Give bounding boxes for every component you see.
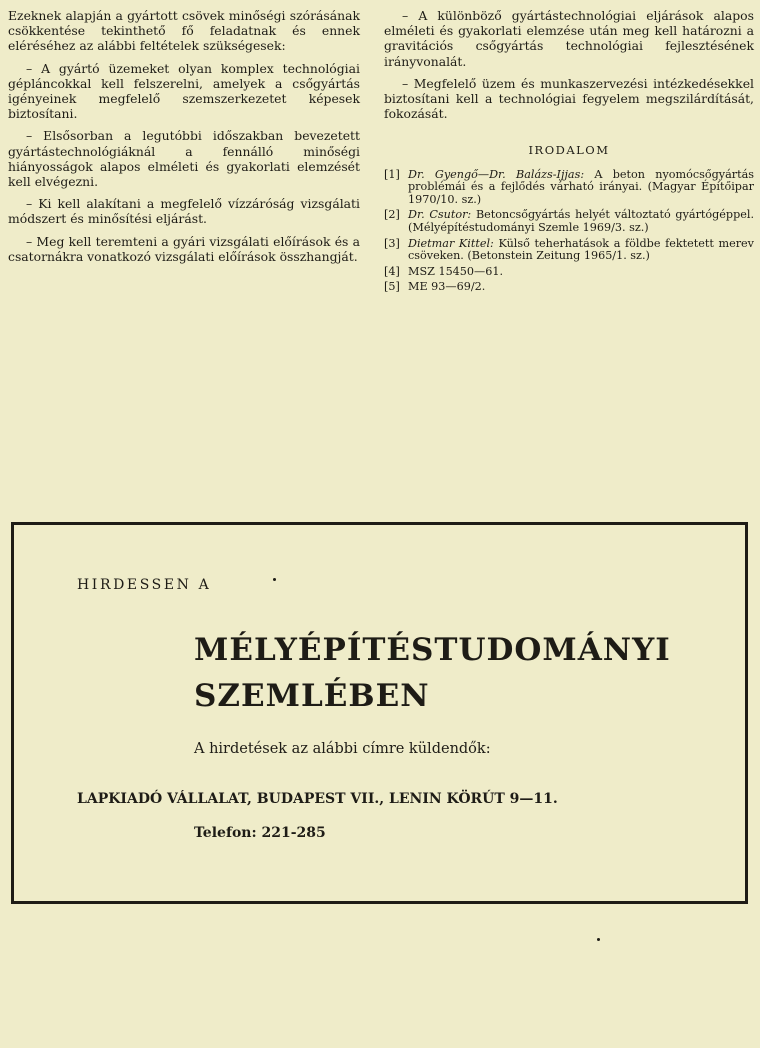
ad-title <box>194 627 671 719</box>
paragraph-item: – Ki kell alakítani a megfelelő vízzáróság vizsgálati módszert és minősítési eljárást. <box>8 196 360 227</box>
reference-item <box>384 266 754 279</box>
reference-author: Dr. Gyengő—Dr. Balázs-Ijjas: <box>408 167 585 181</box>
print-speck <box>597 938 600 941</box>
ad-title-line: SZEMLÉBEN <box>194 678 430 714</box>
paragraph-item: – A gyártó üzemeket olyan komplex technológiai gépláncokkal kell felszerelni, amelyek a csőgyártás igényeinek megfelelő szemszerkezetet képesek biztosítani. <box>8 60 360 122</box>
reference-text: Betoncsőgyártás helyét változtató gyártógéppel. (Mélyépítéstudományi Szemle 1969/3. sz.) <box>408 208 755 234</box>
reference-item <box>384 238 754 263</box>
ad-title-line: MÉLYÉPÍTÉSTUDOMÁNYI <box>194 632 671 668</box>
reference-number: [4] <box>384 264 400 278</box>
paragraph-item: – Meg kell teremteni a gyári vizsgálati előírások és a csatornákra vonatkozó vizsgálati előírások összhangját. <box>8 233 360 264</box>
paragraph-intro: Ezeknek alapján a gyártott csövek minőségi szórásának csökkentése tekinthető fő feladatnak és ennek eléréséhez az alábbi feltételek szükségesek: <box>8 8 360 54</box>
print-speck <box>273 578 276 581</box>
reference-item <box>384 169 754 207</box>
references-list <box>384 169 754 294</box>
right-column <box>384 8 754 297</box>
ad-address: LAPKIADÓ VÁLLALAT, BUDAPEST VII., LENIN KÖRÚT 9—11. <box>77 791 558 807</box>
reference-text: MSZ 15450—61. <box>408 264 504 278</box>
ad-phone: Telefon: 221-285 <box>194 825 326 841</box>
reference-number: [3] <box>384 236 400 250</box>
ad-info: A hirdetések az alábbi címre küldendők: <box>194 741 491 757</box>
paragraph-item: – Elsősorban a legutóbbi időszakban bevezetett gyártástechnológiáknál a fennálló minőségi hiányosságok alapos elméleti és gyakorlati elemzését kell elvégezni. <box>8 128 360 190</box>
reference-author: Dr. Csutor: <box>408 208 472 222</box>
ad-intro: HIRDESSEN A <box>77 577 212 593</box>
reference-number: [2] <box>384 208 400 222</box>
paragraph-item: – A különböző gyártástechnológiai eljárások alapos elméleti és gyakorlati elemzése után meg kell határozni a gravitációs csőgyártás technológiai fejlesztésének irányvonalát. <box>384 8 754 69</box>
reference-author: Dietmar Kittel: <box>408 236 494 250</box>
advertisement-box <box>11 522 748 904</box>
reference-item <box>384 209 754 234</box>
reference-text: Külső teherhatások a földbe fektetett merev csöveken. (Betonstein Zeitung 1965/1. sz.) <box>408 236 754 263</box>
left-column <box>8 8 360 271</box>
reference-text: ME 93—69/2. <box>408 280 486 294</box>
reference-number: [1] <box>384 167 400 181</box>
reference-text: A beton nyomócsőgyártás problémái és a fejlődés várható irányai. (Magyar Építőipar 1970/10. sz.) <box>408 167 754 206</box>
reference-number: [5] <box>384 280 400 294</box>
paragraph-item: – Megfelelő üzem és munkaszervezési intézkedésekkel biztosítani kell a technológiai fegyelem megszilárdítását, fokozását. <box>384 75 754 122</box>
reference-item <box>384 281 754 294</box>
references-heading: IRODALOM <box>528 143 610 158</box>
